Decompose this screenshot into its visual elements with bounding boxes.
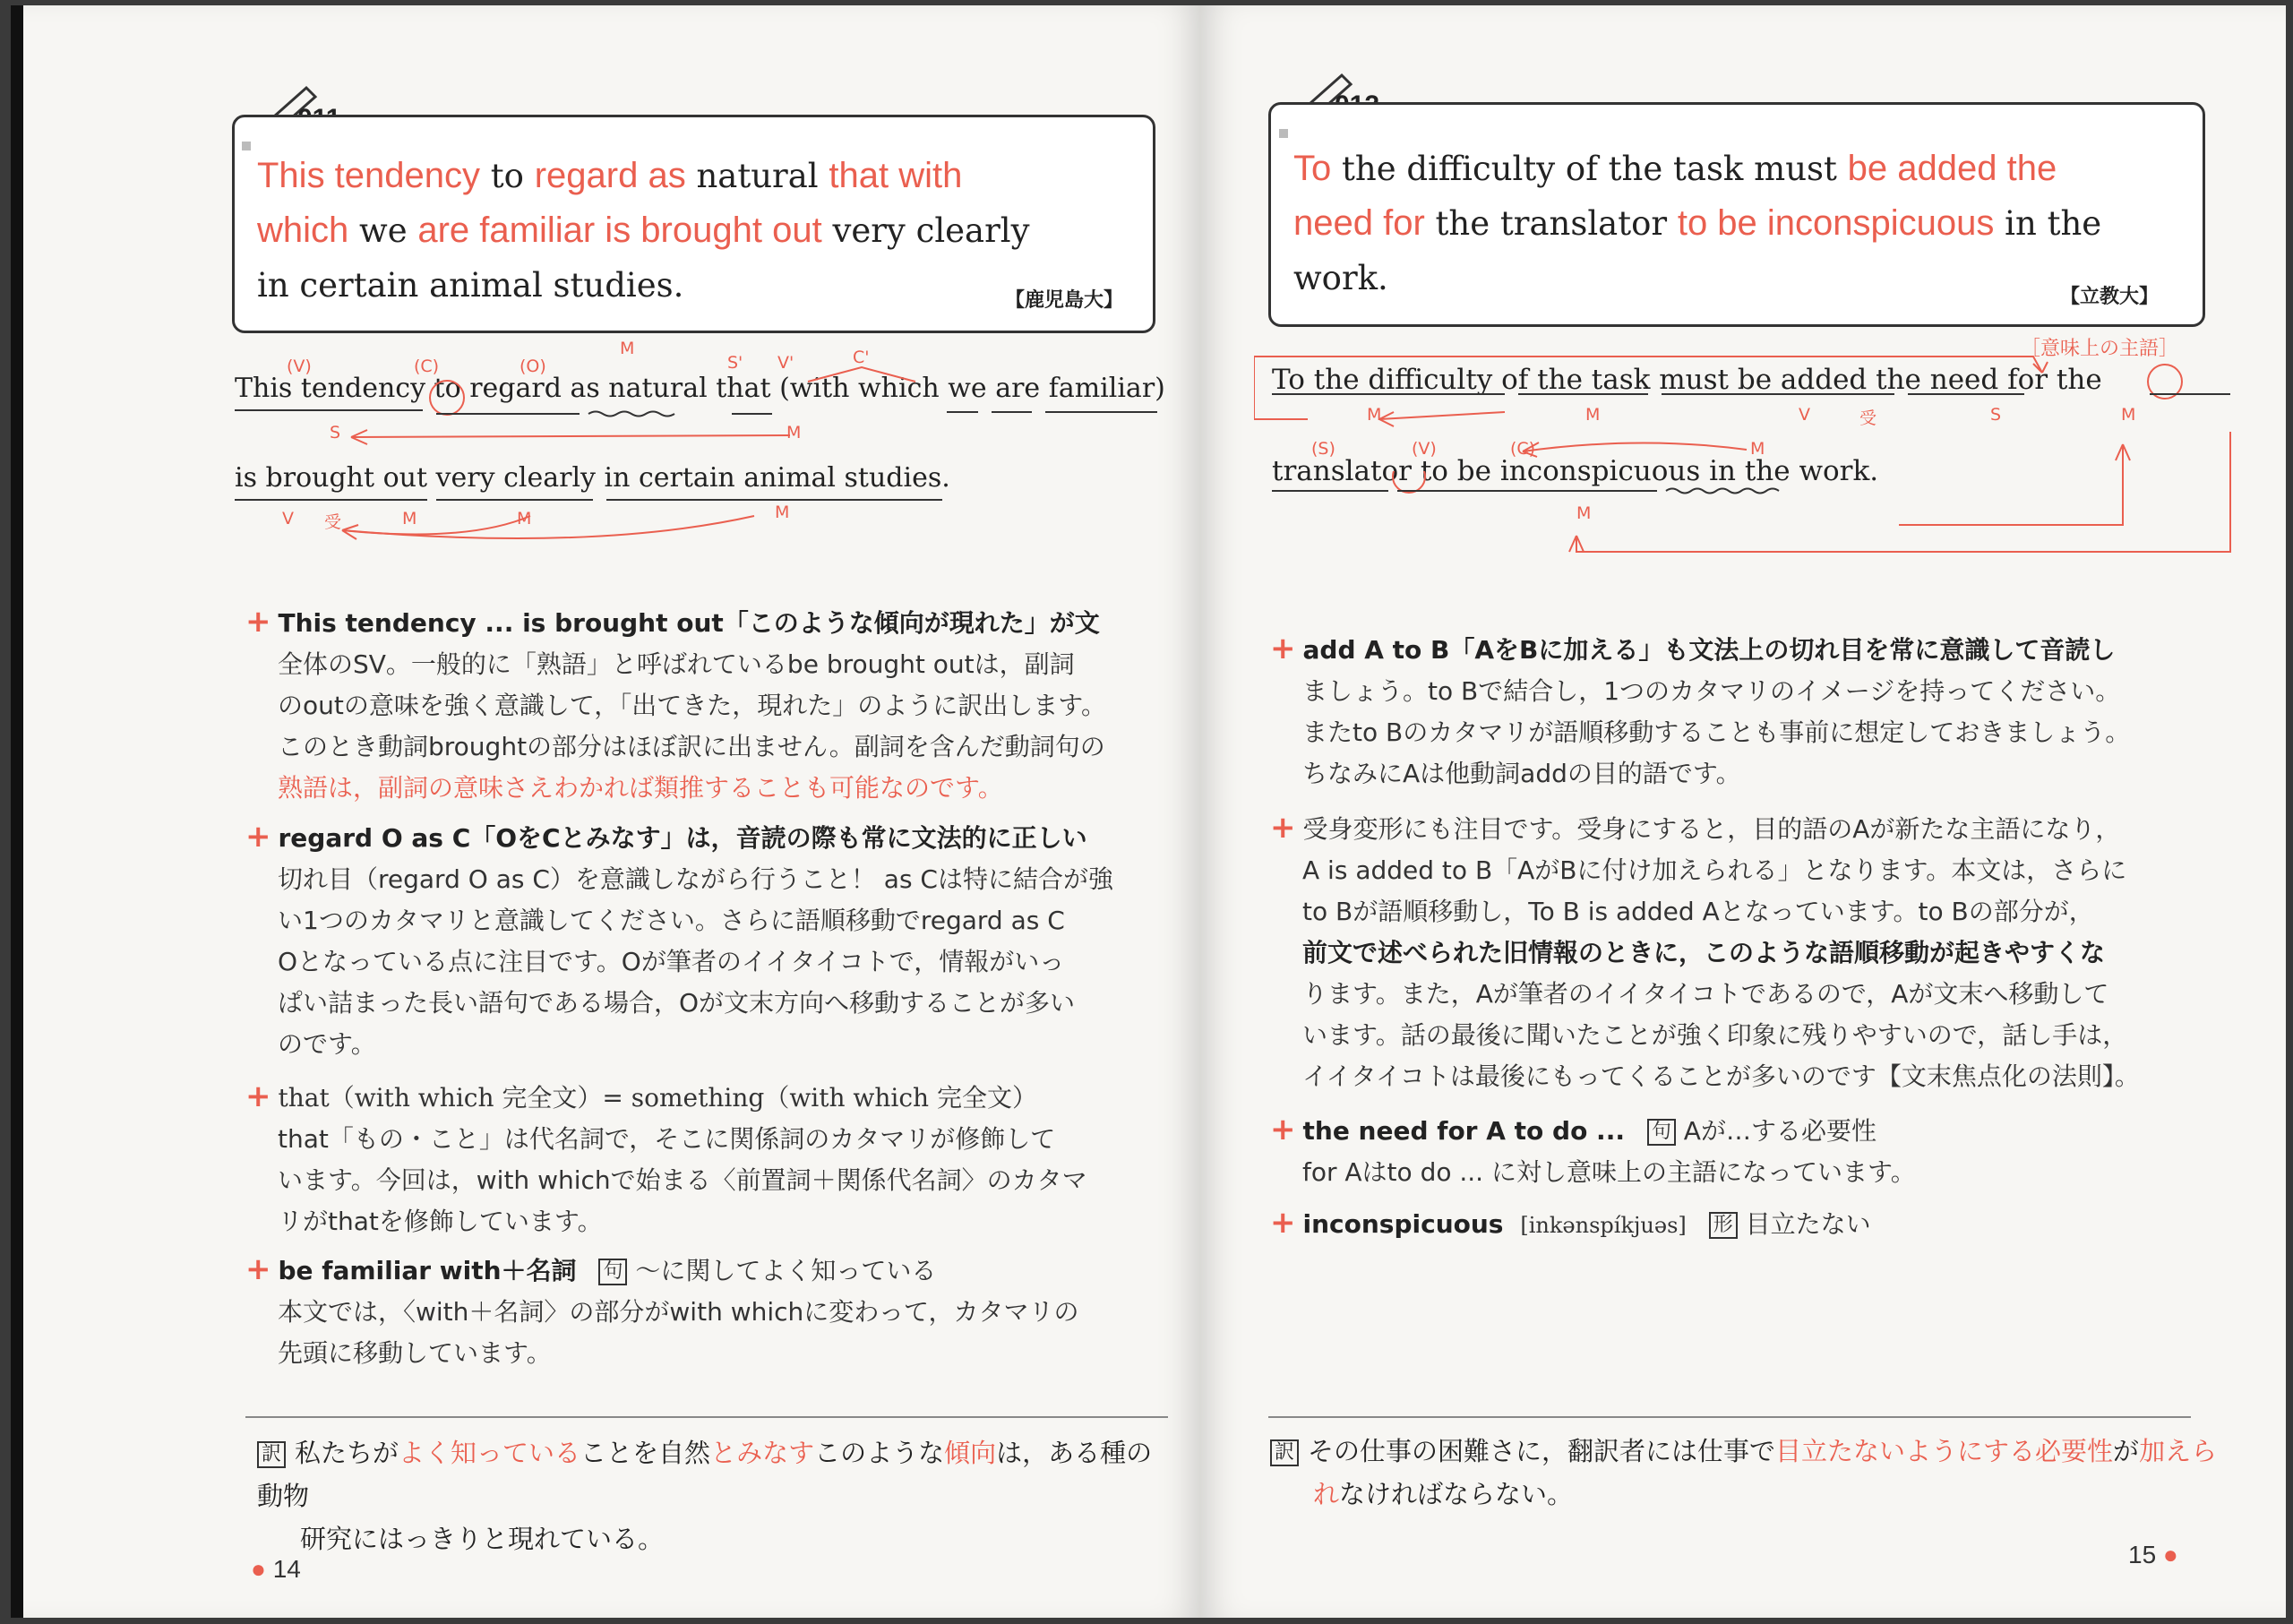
note-1: + This tendency ... is brought out「このような傾向が現れた」が文 全体のSV。一般的に「熟語」と呼ばれているbe brought outは，副詞 のoutの意味を強く意識して，「出てきた，現れた」のように訳出します。 このとき動詞broughtの部分はほぼ訳に出ません。副詞を含んだ動詞句の 熟語は，副詞の意味さえわかれば類推することも可能なのです。 (245, 604, 1107, 803)
note-3: + that（with which 完全文）= something（with which 完全文） that「もの・こと」は代名詞で，そこに関係詞のカタマリが修飾して います。今回は，with whichで始まる〈前置詞＋関係代名詞〉のカタマ リがthatを修飾しています。 (245, 1078, 1087, 1236)
right-page: To the difficulty of the task must be added the need for the translator to be inconspicuous in the work. 【立教大】 ［意味上の主語］ To the difficulty of the task must be added the need for the M M V 受 S M (S) (V) (C) M translator to be inconspicuous in the work. M + add A to B「AをBに加える」も文法上の切れ目を常に意識して音読し ましょう。to Bで結合し，1つのカタマリのイメージを持ってください。 またto Bのカタマリが語順移動することも事前に想定しておきましょう。 ちなみにAは他動詞addの目的語です。 + 受身変形にも注目です。受身にすると，目的語のAが新たな主語になり， A is added to B「AがBに付け加えられる」となります。本文は，さらに to Bが語順移動し，To B is added Aとなっています。to Bの部分が， 前文で述べられた旧情報のときに，このような語順移動が起きやすくな ります。また，Aが筆者のイイタイコトであるので，Aが文末へ移動して います。話の最後に聞いたことが強く印象に残りやすいので，話し手は， イイタイコトは最後にもってくることが多いのです【文末焦点化の法則】。 + the need for A to do ... 句 Aが…する必要性 for Aはto do ... に対し意味上の主語になっています。 + inconspicuous [inkənspíkjuəs] 形 目立たない 訳 その仕事の困難さに，翻訳者には仕事で目立たないようにする必要性が加えら れなければならない。 15 ● (1200, 5, 2286, 1618)
analysis-line-2: is brought out very clearly in certain animal studies. (235, 462, 950, 494)
divider (245, 1416, 1168, 1418)
note-2: + 受身変形にも注目です。受身にすると，目的語のAが新たな主語になり， A is added to B「AがBに付け加えられる」となります。本文は，さらに to Bが語順移動し，To B is added Aとなっています。to Bの部分が， 前文で述べられた旧情報のときに，このような語順移動が起きやすくな ります。また，Aが筆者のイイタイコトであるので，Aが文末へ移動して います。話の最後に聞いたことが強く印象に残りやすいので，話し手は， イイタイコトは最後にもってくることが多いのです【文末焦点化の法則】。 (1270, 810, 2140, 1091)
subject-label: ［意味上の主語］ (2021, 338, 2179, 360)
translation: 訳 私たちがよく知っていることを自然とみなすこのような傾向は，ある種の動物 研究にはっきりと現れている。 (257, 1438, 1153, 1554)
note-4: + inconspicuous [inkənspíkjuəs] 形 目立たない (1270, 1205, 1871, 1241)
note-4: + be familiar with＋名詞 句 ～に関してよく知っている 本文では，〈with＋名詞〉の部分がwith whichに変わって，カタマリの 先頭に移動しています。 (245, 1251, 1079, 1368)
left-page: This tendency to regard as natural that with which we are familiar is brought out very clearly in certain animal studies. 【鹿児島大】 This tendency to regard as natural that (with which we are familiar) (V) (C) (O) M S' V' C' S M is brought out very clearly in certain animal studies. V 受 M M M + This tendency ... is brought out「このような傾向が現れた」が文 全体のSV。一般的に「熟語」と呼ばれているbe brought outは，副詞 のoutの意味を強く意識して，「出てきた，現れた」のように訳出します。 このとき動詞broughtの部分はほぼ訳に出ません。副詞を含んだ動詞句の 熟語は，副詞の意味さえわかれば類推することも可能なのです。 + regard O as C「OをCとみなす」は，音読の際も常に文法的に正しい 切れ目（regard O as C）を意識しながら行うこと！ as Cは特に結合が強 い1つのカタマリと意識してください。さらに語順移動でregard as C Oとなっている点に注目です。Oが筆者のイイタイコトで，情報がいっ ぱい詰まった長い語句である場合，Oが文末方向へ移動することが多い のです。 + that（with which 完全文）= something（with which 完全文） that「もの・こと」は代名詞で，そこに関係詞のカタマリが修飾して います。今回は，with whichで始まる〈前置詞＋関係代名詞〉のカタマ リがthatを修飾しています。 + be familiar with＋名詞 句 ～に関してよく知っている 本文では，〈with＋名詞〉の部分がwith whichに変わって，カタマリの 先頭に移動しています。 訳 私たちがよく知っていることを自然とみなすこのような傾向は，ある種の動物 研究にはっきりと現れている。 ● 14 (11, 5, 1200, 1618)
page-number: ● 14 (251, 1555, 301, 1583)
analysis-marks-2 (235, 489, 1041, 561)
university-label: 【立教大】 (2060, 286, 2160, 308)
translation: 訳 その仕事の困難さに，翻訳者には仕事で目立たないようにする必要性が加えら れなければならない。 (1270, 1430, 2237, 1516)
page-number: 15 ● (2128, 1541, 2178, 1568)
analysis-marks-1 (235, 355, 1166, 462)
divider (1268, 1416, 2191, 1418)
analysis-line-1: This tendency to regard as natural that (with which we are familiar) (235, 373, 1165, 404)
analysis-line-2: translator to be inconspicuous in the work. (1272, 455, 1879, 487)
page-edge (11, 5, 23, 1618)
note-2: + regard O as C「OをCとみなす」は，音読の際も常に文法的に正しい 切れ目（regard O as C）を意識しながら行うこと！ as Cは特に結合が強 い1つのカタマリと意識してください。さらに語順移動でregard as C Oとなっている点に注目です。Oが筆者のイイタイコトで，情報がいっ ぱい詰まった長い語句である場合，Oが文末方向へ移動することが多い のです。 (245, 819, 1113, 1059)
university-label: 【鹿児島大】 (1005, 289, 1124, 312)
sentence-text: This tendency to regard as natural that with which we are familiar is brought out very clearly in certain animal studies. (257, 156, 1030, 305)
sentence-text: To the difficulty of the task must be added the need for the translator to be inconspicuous in the work. (1293, 149, 2102, 297)
note-1: + add A to B「AをBに加える」も文法上の切れ目を常に意識して音読し ましょう。to Bで結合し，1つのカタマリのイメージを持ってください。 またto Bのカタマリが語順移動することも事前に想定しておきましょう。 ちなみにAは他動詞addの目的語です。 (1270, 631, 2131, 788)
note-3: + the need for A to do ... 句 Aが…する必要性 for Aはto do ... に対し意味上の主語になっています。 (1270, 1112, 1916, 1187)
analysis-line-1: To the difficulty of the task must be added the need for the (1272, 364, 2102, 396)
analysis-marks-2 (1272, 471, 1809, 507)
